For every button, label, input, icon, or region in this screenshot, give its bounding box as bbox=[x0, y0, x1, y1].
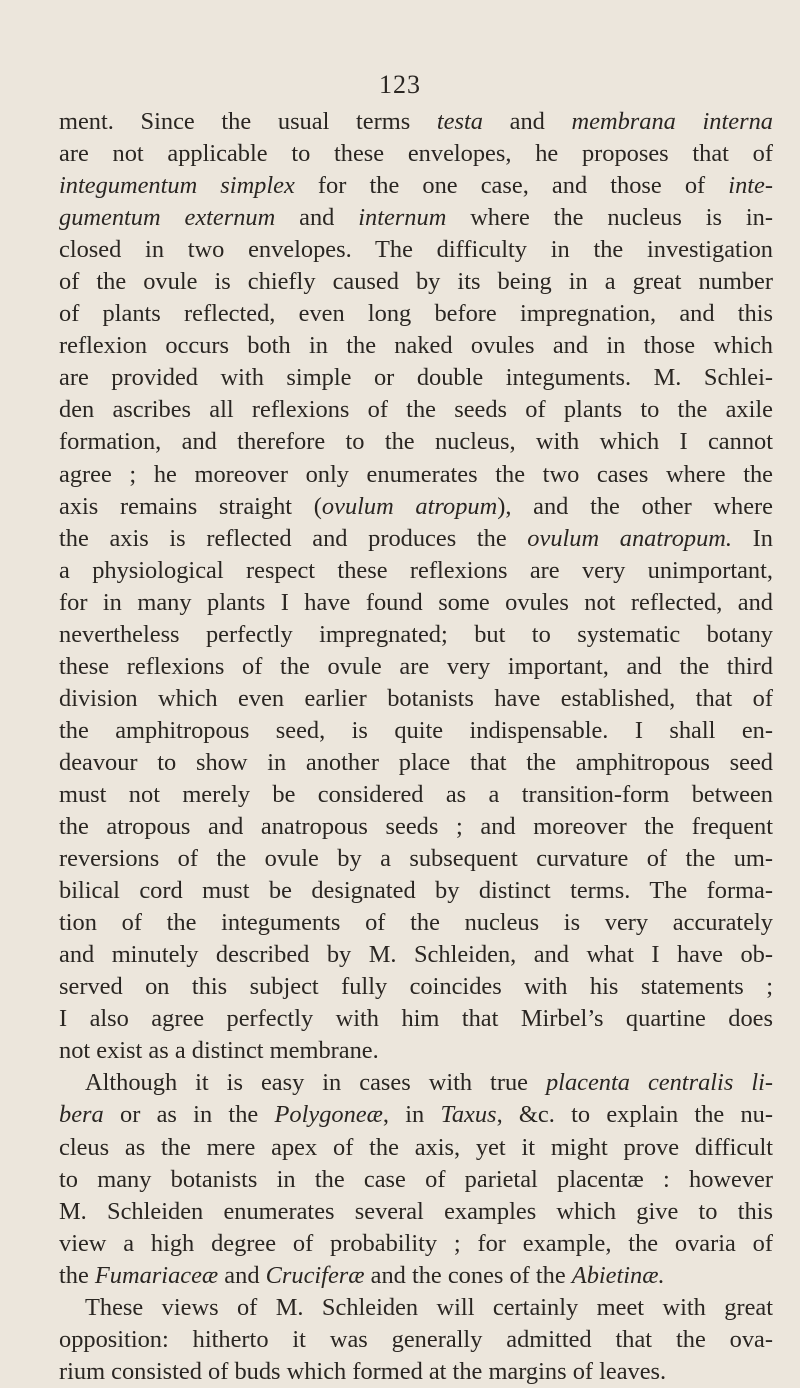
text-run: opposition: hitherto it was generally admitted that the ova- bbox=[59, 1325, 773, 1353]
text-line bbox=[59, 138, 773, 170]
text-line bbox=[59, 523, 773, 555]
text-run: these reflexions of the ovule are very important, and the third bbox=[59, 652, 773, 680]
text-line bbox=[59, 1132, 773, 1164]
text-line bbox=[59, 394, 773, 426]
body-text bbox=[59, 106, 773, 1388]
text-line bbox=[59, 875, 773, 907]
text-run: and bbox=[275, 204, 359, 232]
text-run: In bbox=[732, 524, 773, 552]
text-run: view a high degree of probability ; for example, the ovaria of bbox=[59, 1229, 773, 1257]
text-run: and the cones of the bbox=[364, 1261, 572, 1289]
text-line bbox=[59, 459, 773, 491]
text-run: ), and the other where bbox=[497, 492, 773, 520]
text-run: deavour to show in another place that the amphitropous seed bbox=[59, 748, 773, 776]
text-run: the axis is reflected and produces the bbox=[59, 524, 528, 552]
italic-text: Abietinæ. bbox=[571, 1261, 665, 1289]
text-run: served on this subject fully coincides with his statements ; bbox=[59, 973, 773, 1001]
page-number: 123 bbox=[379, 70, 421, 99]
text-line bbox=[59, 843, 773, 875]
italic-text: internum bbox=[358, 204, 447, 232]
text-run: I also agree perfectly with him that Mirbel’s quartine does bbox=[59, 1005, 773, 1033]
text-run: M. Schleiden enumerates several examples which give to this bbox=[59, 1197, 773, 1225]
italic-text: inte- bbox=[728, 172, 773, 200]
text-run: or as in the bbox=[103, 1101, 275, 1129]
italic-text: membrana interna bbox=[571, 108, 773, 135]
text-run: rium consisted of buds which formed at the margins of leaves. bbox=[59, 1357, 667, 1385]
text-run: den ascribes all reflexions of the seeds of plants to the axile bbox=[59, 396, 773, 424]
text-run: the bbox=[59, 1261, 95, 1289]
text-run: division which even earlier botanists have established, that of bbox=[59, 684, 773, 712]
italic-text: placenta centralis li- bbox=[545, 1069, 773, 1097]
text-line bbox=[59, 907, 773, 939]
text-line bbox=[59, 1035, 773, 1067]
text-line bbox=[59, 971, 773, 1003]
text-line bbox=[59, 683, 773, 715]
text-line bbox=[59, 1196, 773, 1228]
text-line bbox=[59, 1067, 773, 1099]
text-run: must not merely be considered as a transition-form between bbox=[59, 780, 773, 808]
italic-text: Cruciferæ bbox=[265, 1261, 365, 1289]
italic-text: Fumariaceæ bbox=[94, 1261, 219, 1289]
text-line bbox=[59, 651, 773, 683]
italic-text: gumentum externum bbox=[59, 204, 276, 232]
text-line bbox=[59, 811, 773, 843]
text-line bbox=[59, 202, 773, 234]
text-run: are not applicable to these envelopes, he proposes that of bbox=[59, 140, 773, 168]
italic-text: ovulum atropum bbox=[321, 492, 498, 520]
text-run: , &c. to explain the nu- bbox=[496, 1101, 773, 1129]
text-line bbox=[59, 619, 773, 651]
italic-text: integumentum simplex bbox=[59, 172, 295, 200]
italic-text: Polygoneæ bbox=[274, 1101, 383, 1129]
text-line bbox=[59, 106, 773, 138]
text-line bbox=[59, 939, 773, 971]
text-run: axis remains straight ( bbox=[59, 492, 322, 520]
text-line bbox=[59, 1099, 773, 1131]
text-line bbox=[59, 266, 773, 298]
text-run: , in bbox=[382, 1101, 441, 1129]
text-run: a physiological respect these reflexions are very unimportant, bbox=[59, 556, 773, 584]
text-run: nevertheless perfectly impregnated; but to systematic botany bbox=[59, 620, 773, 648]
text-line bbox=[59, 715, 773, 747]
text-run: for the one case, and those of bbox=[294, 172, 729, 200]
text-run: bilical cord must be designated by distinct terms. The forma- bbox=[59, 877, 773, 905]
text-run: are provided with simple or double integuments. M. Schlei- bbox=[59, 364, 773, 392]
text-run: ment. Since the usual terms bbox=[59, 108, 437, 135]
text-run: formation, and therefore to the nucleus, with which I cannot bbox=[59, 428, 773, 456]
text-run: of plants reflected, even long before impregnation, and this bbox=[59, 300, 773, 328]
text-run: and bbox=[482, 108, 572, 135]
text-run: reflexion occurs both in the naked ovules and in those which bbox=[59, 332, 773, 360]
text-run: of the ovule is chiefly caused by its being in a great number bbox=[59, 268, 773, 296]
text-line bbox=[59, 298, 773, 330]
text-line bbox=[59, 426, 773, 458]
text-run: reversions of the ovule by a subsequent curvature of the um- bbox=[59, 845, 773, 873]
text-line bbox=[59, 587, 773, 619]
text-line bbox=[59, 170, 773, 202]
text-run: agree ; he moreover only enumerates the two cases where the bbox=[59, 460, 773, 488]
text-line bbox=[59, 1228, 773, 1260]
text-line bbox=[59, 362, 773, 394]
text-line bbox=[59, 1164, 773, 1196]
text-line bbox=[59, 1260, 773, 1292]
text-run: where the nucleus is in- bbox=[446, 204, 773, 232]
text-line bbox=[59, 779, 773, 811]
text-line bbox=[59, 1003, 773, 1035]
text-run: These views of M. Schleiden will certainly meet with great bbox=[85, 1293, 773, 1321]
text-run: Although it is easy in cases with true bbox=[85, 1069, 546, 1097]
text-run: not exist as a distinct membrane. bbox=[59, 1037, 379, 1065]
text-run: cleus as the mere apex of the axis, yet it might prove difficult bbox=[59, 1133, 773, 1161]
text-line bbox=[59, 747, 773, 779]
italic-text: Taxus bbox=[440, 1101, 497, 1129]
text-run: closed in two envelopes. The difficulty in the investigation bbox=[59, 236, 773, 264]
text-run: and minutely described by M. Schleiden, and what I have ob- bbox=[59, 941, 773, 969]
text-line bbox=[59, 1356, 773, 1388]
text-line bbox=[59, 1292, 773, 1324]
text-line bbox=[59, 555, 773, 587]
text-line bbox=[59, 491, 773, 523]
italic-text: bera bbox=[59, 1101, 104, 1129]
text-run: the amphitropous seed, is quite indispensable. I shall en- bbox=[59, 716, 773, 744]
text-run: the atropous and anatropous seeds ; and moreover the frequent bbox=[59, 813, 773, 841]
text-line bbox=[59, 1324, 773, 1356]
text-run: tion of the integuments of the nucleus is very accurately bbox=[59, 909, 773, 937]
italic-text: ovulum anatropum. bbox=[527, 524, 733, 552]
text-run: and bbox=[218, 1261, 266, 1289]
italic-text: testa bbox=[436, 108, 483, 135]
text-run: for in many plants I have found some ovules not reflected, and bbox=[59, 588, 773, 616]
text-run: to many botanists in the case of parietal placentæ : however bbox=[59, 1165, 773, 1193]
text-line bbox=[59, 234, 773, 266]
text-line bbox=[59, 330, 773, 362]
